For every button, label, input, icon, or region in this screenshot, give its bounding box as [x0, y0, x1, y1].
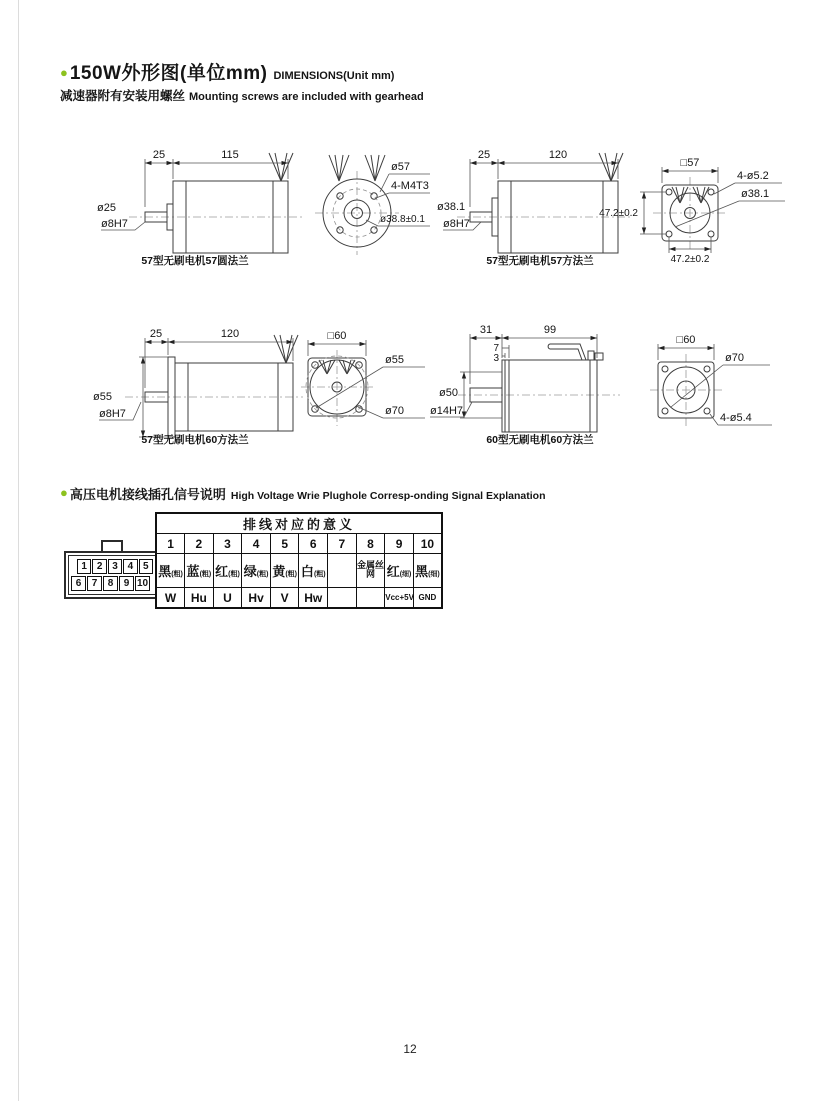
- signal-cell: [328, 588, 357, 609]
- dim-label: ø38.1: [741, 188, 770, 200]
- dim-label: ø38.1: [437, 201, 466, 213]
- pin-number: 7: [328, 534, 357, 554]
- signal-cell: W: [156, 588, 185, 609]
- pin-number: 10: [413, 534, 442, 554]
- dim-label: ø25: [97, 202, 116, 214]
- signal-title-en: High Voltage Wrie Plughole Corresp-onding Signal Explanation: [230, 490, 546, 502]
- dim-label: 25: [152, 149, 166, 161]
- signal-cell: Hw: [299, 588, 328, 609]
- wire-color-cell: 蓝(粗): [185, 554, 214, 588]
- wire-color-cell: 黑(粗): [156, 554, 185, 588]
- dim-label: 4-M4T3: [391, 180, 429, 192]
- drawing-caption: 60型无刷电机60方法兰: [486, 434, 594, 446]
- section-title-zh: 150W外形图(单位mm): [69, 63, 268, 84]
- signal-cell: Hv: [242, 588, 271, 609]
- drawing-57-round-flange: [85, 143, 430, 271]
- green-bullet-icon: ●: [60, 485, 68, 500]
- signal-cell: Vcc+5V: [385, 588, 414, 609]
- wire-color-cell: 白(粗): [299, 554, 328, 588]
- dim-label: ø14H7: [430, 405, 464, 417]
- signal-name-row: [156, 588, 442, 609]
- pin-number: 5: [270, 534, 299, 554]
- connector-pin: 2: [92, 559, 106, 574]
- signal-table: [155, 512, 443, 609]
- dim-label: ø8H7: [99, 408, 126, 420]
- connector-pin: 5: [139, 559, 153, 574]
- dimensions-section-header: [60, 58, 424, 105]
- dim-label: 120: [548, 149, 568, 161]
- signal-cell: U: [213, 588, 242, 609]
- section-subtitle-en: Mounting screws are included with gearhead: [189, 91, 424, 103]
- wire-color-row: [156, 554, 442, 588]
- cable-mark: [365, 155, 385, 181]
- dim-label: ø57: [391, 161, 410, 173]
- pin-number: 4: [242, 534, 271, 554]
- connector-pin: 10: [136, 578, 149, 589]
- wire-color-cell: 黄(粗): [270, 554, 299, 588]
- pin-number: 1: [156, 534, 185, 554]
- pin-number: 9: [385, 534, 414, 554]
- dim-label: ø70: [725, 352, 744, 364]
- dim-label: 4-ø5.4: [720, 412, 752, 424]
- signal-cell: V: [270, 588, 299, 609]
- connector-pin: 8: [103, 576, 118, 591]
- dim-label: ø55: [93, 391, 112, 403]
- signal-cell: GND: [413, 588, 442, 609]
- connector-pin: 3: [108, 559, 122, 574]
- cable-mark: [269, 153, 293, 181]
- dim-label: 115: [221, 149, 239, 161]
- signal-cell: Hu: [185, 588, 214, 609]
- connector-pin: 9: [119, 576, 134, 591]
- connector-pin-row-top: [77, 559, 153, 574]
- dim-label: 47.2±0.2: [670, 254, 710, 265]
- dim-label: ø8H7: [101, 218, 128, 230]
- dim-label: 120: [220, 328, 240, 340]
- connector-pin: 1: [77, 559, 91, 574]
- dim-label: 31: [479, 324, 493, 336]
- dim-label: 3: [493, 353, 499, 364]
- side-view: [430, 334, 620, 432]
- cable-mark: [329, 155, 349, 181]
- dim-label: □60: [676, 334, 696, 346]
- dim-label: ø70: [385, 405, 404, 417]
- front-view: [301, 340, 425, 426]
- drawing-caption: 57型无刷电机57圆法兰: [141, 255, 249, 267]
- pin-number: 8: [356, 534, 385, 554]
- pin-number-row: [156, 534, 442, 554]
- signal-title-zh: 高压电机接线插孔信号说明: [69, 487, 226, 502]
- dim-label: 99: [543, 324, 557, 336]
- green-bullet-icon: ●: [60, 65, 68, 80]
- section-subtitle-zh: 减速器附有安装用螺丝: [60, 89, 186, 103]
- wire-color-cell: 黑(细): [413, 554, 442, 588]
- drawing-caption: 57型无刷电机57方法兰: [486, 255, 594, 267]
- pin-number: 2: [185, 534, 214, 554]
- wire-color-cell: 金属丝网: [356, 554, 385, 588]
- side-view: [101, 153, 303, 253]
- connector-plug-diagram: [64, 540, 160, 599]
- signal-table-title: 排线对应的意义: [156, 513, 442, 534]
- connector-body: [64, 551, 160, 599]
- wire-color-cell: 红(细): [385, 554, 414, 588]
- dim-label: ø8H7: [443, 218, 470, 230]
- drawing-57-square-flange: [435, 143, 810, 271]
- dim-label: 47.2±0.2: [599, 208, 638, 219]
- dim-label: 25: [477, 149, 491, 161]
- pin-number: 3: [213, 534, 242, 554]
- signal-section-header: [60, 484, 546, 504]
- dim-label: 25: [149, 328, 163, 340]
- wire-color-cell: 绿(粗): [242, 554, 271, 588]
- dim-label: ø38.8±0.1: [380, 214, 425, 225]
- section-title-en: DIMENSIONS(Unit mm): [273, 70, 395, 82]
- signal-cell: [356, 588, 385, 609]
- dim-label: ø55: [385, 354, 404, 366]
- dim-label: □60: [327, 330, 347, 342]
- connector-pin: 4: [123, 559, 137, 574]
- cable-mark: [693, 187, 709, 203]
- connector-pin-row-bottom: [71, 576, 153, 591]
- connector-latch: [101, 540, 123, 551]
- dim-label: 7: [493, 343, 499, 354]
- side-view: [443, 153, 633, 253]
- drawing-57-motor-60-flange: [85, 322, 430, 450]
- dim-label: □57: [680, 157, 700, 169]
- page-gutter-line: [18, 0, 19, 1101]
- wire-color-cell: 红(粗): [213, 554, 242, 588]
- cable-mark: [274, 335, 298, 363]
- front-view: [315, 155, 430, 255]
- page-number: 12: [403, 1042, 417, 1056]
- dim-label: 4-ø5.2: [737, 170, 769, 182]
- connector-pin: 7: [87, 576, 102, 591]
- wire-color-cell: [328, 554, 357, 588]
- cable-bracket: [548, 344, 586, 360]
- front-view: [650, 344, 772, 426]
- side-view: [99, 335, 303, 437]
- pin-number: 6: [299, 534, 328, 554]
- drawing-caption: 57型无刷电机60方法兰: [141, 434, 249, 446]
- cable-mark: [599, 153, 623, 181]
- dim-label: ø50: [439, 387, 458, 399]
- connector-pin: 6: [71, 576, 86, 591]
